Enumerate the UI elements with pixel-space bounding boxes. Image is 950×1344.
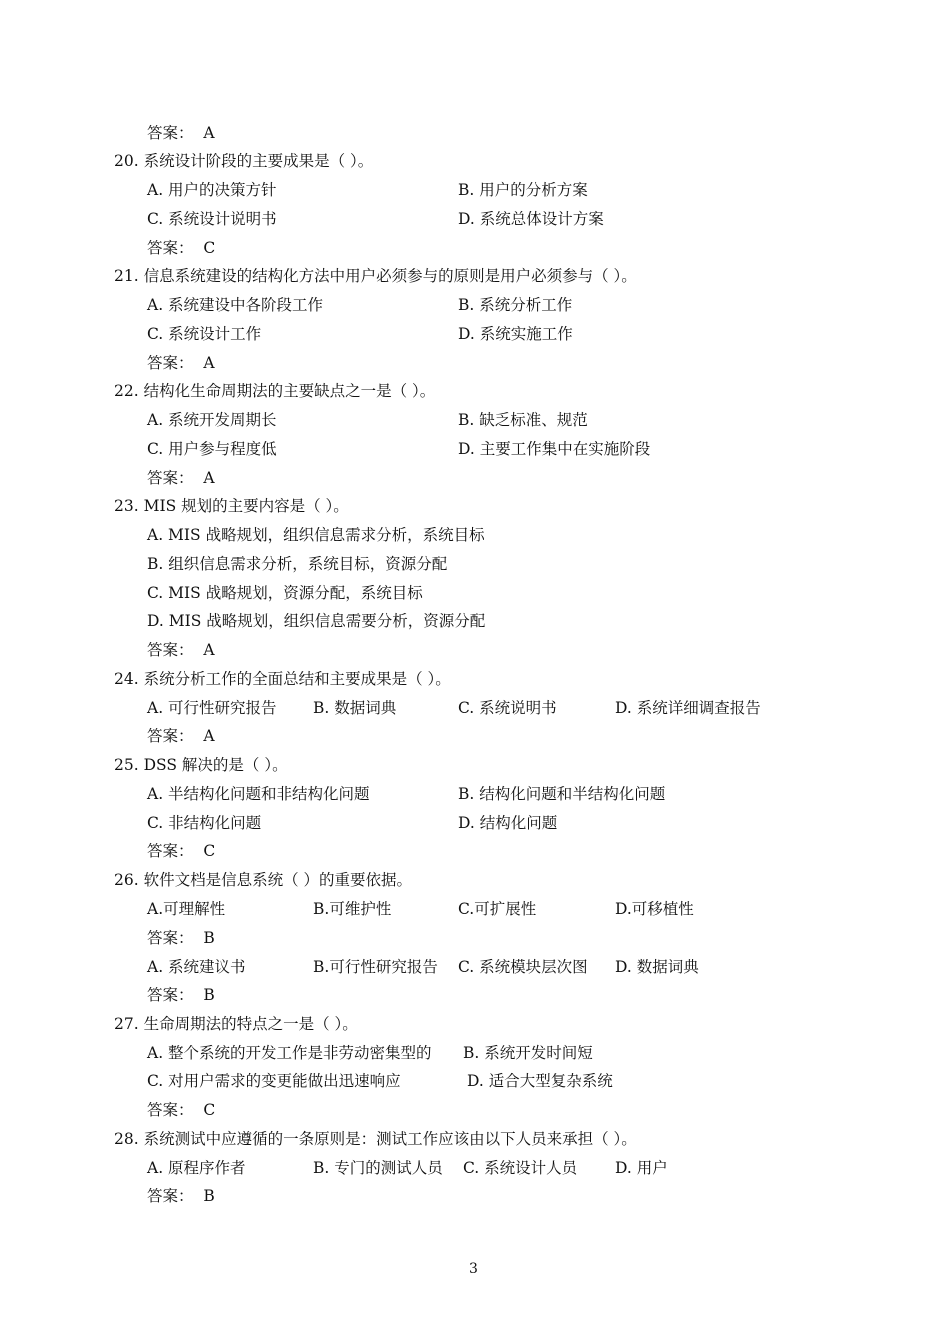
page-number: 3	[469, 1261, 478, 1277]
answer-line: 答案： C	[147, 842, 216, 860]
option-c: C. 对用户需求的变更能做出迅速响应	[147, 1072, 401, 1090]
option-d: D. 用户	[615, 1159, 668, 1177]
option-a: A. 用户的决策方针	[147, 181, 277, 199]
option-b: B. 专门的测试人员	[313, 1159, 443, 1177]
answer-line: 答案： B	[147, 986, 215, 1004]
option-a: A. 系统开发周期长	[147, 411, 277, 429]
option-c: C. MIS 战略规划，资源分配，系统目标	[147, 584, 423, 602]
option-b: B. 用户的分析方案	[458, 181, 588, 199]
answer-line: 答案： C	[147, 1101, 216, 1119]
option-c: C. 非结构化问题	[147, 814, 262, 832]
answer-line: 答案： A	[147, 727, 215, 745]
question-stem: 21. 信息系统建设的结构化方法中用户必须参与的原则是用户必须参与（ ）。	[114, 267, 637, 285]
option-d: D. 系统实施工作	[458, 325, 573, 343]
question-stem: 23. MIS 规划的主要内容是（ ）。	[114, 497, 349, 515]
option-d: D. 系统总体设计方案	[458, 210, 604, 228]
option-d: D. 数据词典	[615, 958, 699, 976]
question-stem: 25. DSS 解决的是（ ）。	[114, 756, 288, 774]
option-c: C. 系统说明书	[458, 699, 557, 717]
option-d: D. 适合大型复杂系统	[467, 1072, 613, 1090]
option-b: B. 缺乏标准、规范	[458, 411, 588, 429]
answer-line: 答案： B	[147, 929, 215, 947]
option-a: A. 可行性研究报告	[147, 699, 277, 717]
option-b: B. 结构化问题和半结构化问题	[458, 785, 666, 803]
option-c: C. 系统设计人员	[463, 1159, 578, 1177]
question-stem: 28. 系统测试中应遵循的一条原则是：测试工作应该由以下人员来承担（ ）。	[114, 1130, 637, 1148]
option-a: A. 系统建设中各阶段工作	[147, 296, 324, 314]
answer-line: 答案： A	[147, 124, 215, 142]
answer-line: 答案： A	[147, 354, 215, 372]
option-d: D.可移植性	[615, 900, 694, 918]
option-b: B. 系统开发时间短	[463, 1044, 593, 1062]
option-c: C.可扩展性	[458, 900, 537, 918]
option-c: C. 系统设计工作	[147, 325, 262, 343]
question-stem: 20. 系统设计阶段的主要成果是（ ）。	[114, 152, 374, 170]
option-d: D. 系统详细调查报告	[615, 699, 761, 717]
option-c: C. 系统模块层次图	[458, 958, 588, 976]
option-d: D. 结构化问题	[458, 814, 558, 832]
option-a: A. 原程序作者	[147, 1159, 246, 1177]
option-a: A. 系统建议书	[147, 958, 246, 976]
answer-line: 答案： A	[147, 641, 215, 659]
option-b: B. 系统分析工作	[458, 296, 573, 314]
answer-line: 答案： C	[147, 239, 216, 257]
option-c: C. 用户参与程度低	[147, 440, 277, 458]
option-a: A. 整个系统的开发工作是非劳动密集型的	[147, 1044, 432, 1062]
option-b: B. 组织信息需求分析，系统目标，资源分配	[147, 555, 448, 573]
option-b: B. 数据词典	[313, 699, 397, 717]
answer-line: 答案： A	[147, 469, 215, 487]
option-c: C. 系统设计说明书	[147, 210, 277, 228]
option-d: D. 主要工作集中在实施阶段	[458, 440, 651, 458]
question-stem: 26. 软件文档是信息系统（ ）的重要依据。	[114, 871, 413, 889]
option-a: A. MIS 战略规划，组织信息需求分析，系统目标	[147, 526, 485, 544]
option-b: B.可行性研究报告	[313, 958, 438, 976]
option-b: B.可维护性	[313, 900, 392, 918]
question-stem: 24. 系统分析工作的全面总结和主要成果是（ ）。	[114, 670, 451, 688]
question-stem: 27. 生命周期法的特点之一是（ ）。	[114, 1015, 358, 1033]
option-a: A.可理解性	[147, 900, 226, 918]
question-stem: 22. 结构化生命周期法的主要缺点之一是（ ）。	[114, 382, 436, 400]
option-d: D. MIS 战略规划，组织信息需要分析，资源分配	[147, 612, 486, 630]
option-a: A. 半结构化问题和非结构化问题	[147, 785, 370, 803]
answer-line: 答案： B	[147, 1187, 215, 1205]
